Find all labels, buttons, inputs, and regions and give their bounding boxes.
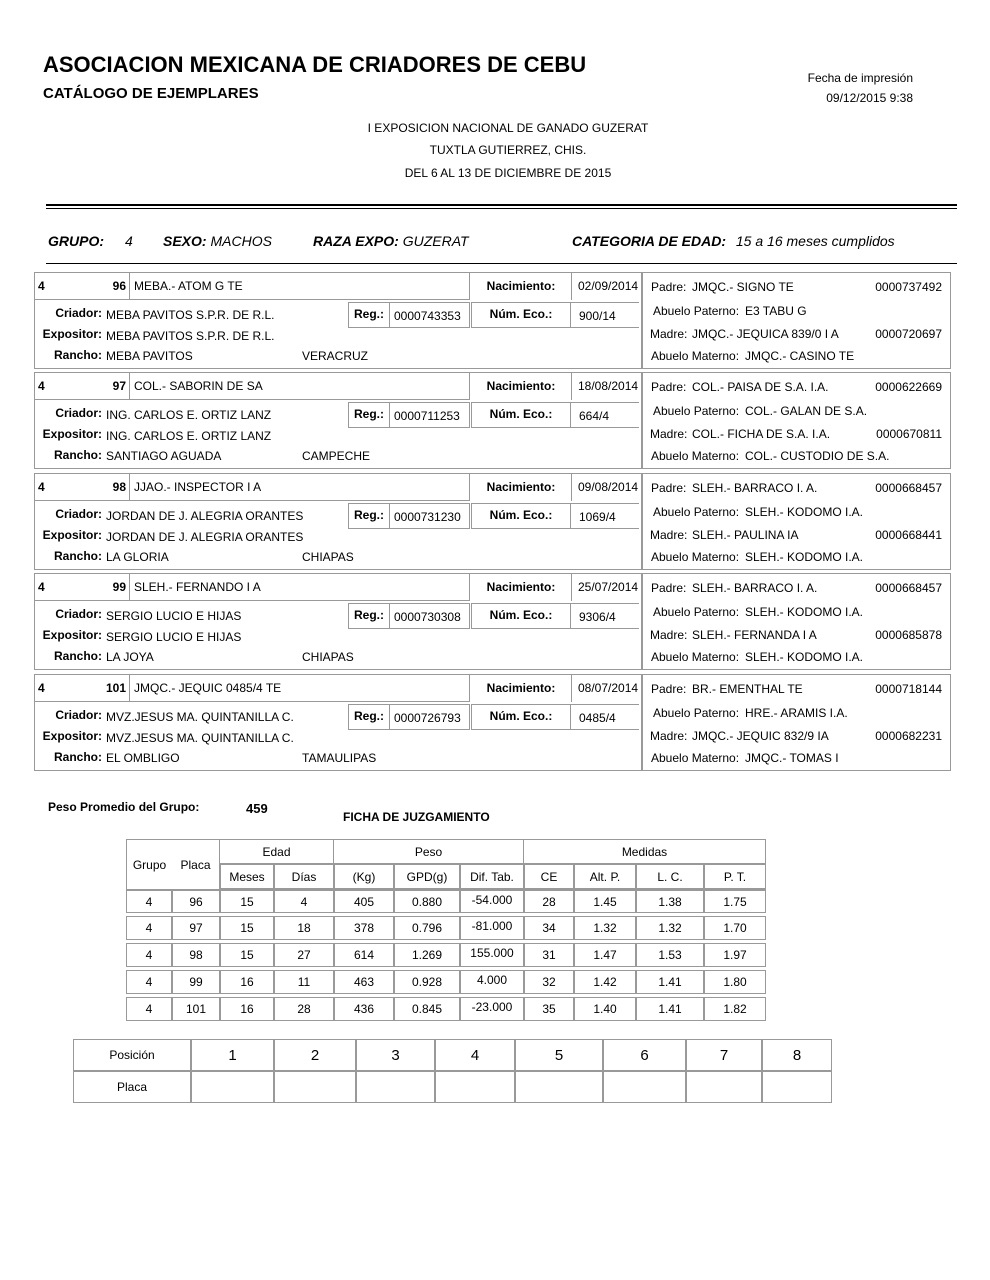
cell-placa: 96: [172, 889, 220, 913]
cell-grupo: 4: [126, 943, 172, 967]
print-date-label: Fecha de impresión: [807, 71, 913, 85]
average-weight-label: Peso Promedio del Grupo:: [48, 800, 200, 814]
eco-value: 1069/4: [571, 503, 639, 529]
ranch-value: EL OMBLIGO: [106, 751, 180, 765]
event-dates: DEL 6 AL 13 DE DICIEMBRE DE 2015: [404, 166, 612, 180]
cell-dias: 11: [274, 970, 334, 994]
exhibitor-value: MVZ.JESUS MA. QUINTANILLA C.: [106, 731, 294, 745]
cell-gpd: 1.269: [394, 943, 460, 967]
cell-dias: 28: [274, 997, 334, 1021]
ranch-value: SANTIAGO AGUADA: [106, 449, 222, 463]
breed-value: GUZERAT: [402, 233, 469, 249]
reg-label: Reg.:: [348, 704, 390, 730]
eco-label: Núm. Eco.:: [471, 402, 571, 428]
animal-name: JMQC.- JEQUIC 0485/4 TE: [130, 674, 470, 702]
cell-pt: 1.70: [704, 916, 766, 940]
event-name: I EXPOSICION NACIONAL DE GANADO GUZERAT: [367, 121, 649, 135]
group-divider: [46, 263, 957, 264]
plate-entry-cell[interactable]: [515, 1071, 603, 1103]
reg-value: 0000726793: [390, 704, 470, 730]
table-row: [126, 943, 766, 967]
ranch-label: Rancho:: [54, 348, 102, 362]
cell-ce: 32: [524, 970, 574, 994]
cell-peso-kg: 378: [334, 916, 394, 940]
sire-reg: 0000668457: [875, 581, 942, 595]
cell-grupo: 4: [126, 997, 172, 1021]
sire-label: Padre:: [651, 380, 687, 394]
ranch-value: LA GLORIA: [106, 550, 169, 564]
dam-name: COL.- FICHA DE S.A. I.A.: [692, 427, 831, 441]
plate-entry-cell[interactable]: [762, 1071, 832, 1103]
animal-card: [34, 272, 951, 369]
cell-pt: 1.75: [704, 889, 766, 913]
plate-entry-cell[interactable]: [435, 1071, 515, 1103]
reg-label: Reg.:: [348, 402, 390, 428]
group-field: [48, 233, 104, 249]
exhibitor-label: Expositor:: [42, 427, 102, 441]
eco-value: 664/4: [571, 402, 639, 428]
cell-dias: 4: [274, 889, 334, 913]
animal-name: COL.- SABORIN DE SA: [130, 372, 470, 400]
table-row: [126, 970, 766, 994]
exhibitor-value: JORDAN DE J. ALEGRIA ORANTES: [106, 530, 304, 544]
plate-number: 101: [105, 681, 126, 695]
cell-lc: 1.32: [636, 916, 704, 940]
exhibitor-label: Expositor:: [42, 729, 102, 743]
position-number: 6: [603, 1039, 686, 1071]
cell-lc: 1.41: [636, 997, 704, 1021]
animal-card: [34, 674, 951, 771]
cell-placa: 98: [172, 943, 220, 967]
eco-label: Núm. Eco.:: [471, 503, 571, 529]
plate-label: Placa: [73, 1071, 191, 1103]
reg-label: Reg.:: [348, 503, 390, 529]
table-row: [126, 916, 766, 940]
birth-date: 09/08/2014: [571, 473, 639, 501]
cell-dias: 27: [274, 943, 334, 967]
dam-label: Madre:: [650, 427, 688, 441]
cell-grupo: 4: [126, 889, 172, 913]
group-number: 4: [34, 573, 130, 601]
animal-card: [34, 473, 951, 570]
animal-name: JJAO.- INSPECTOR I A: [130, 473, 470, 501]
cell-ce: 31: [524, 943, 574, 967]
paternal-grandsire-name: SLEH.- KODOMO I.A.: [745, 605, 864, 619]
dam-reg: 0000670811: [876, 427, 942, 441]
state-value: TAMAULIPAS: [302, 751, 377, 765]
cell-placa: 97: [172, 916, 220, 940]
sire-label: Padre:: [651, 682, 687, 696]
header-medidas: Medidas: [524, 839, 766, 864]
cell-dif-tab: -81.000: [460, 916, 524, 940]
reg-value: 0000730308: [390, 603, 470, 629]
maternal-grandsire-name: JMQC.- TOMAS I: [745, 751, 839, 765]
breed-field: [313, 233, 469, 249]
ranch-value: MEBA PAVITOS: [106, 349, 193, 363]
plate-number: 98: [112, 480, 126, 494]
breeder-label: Criador:: [55, 607, 102, 621]
cell-alt-p: 1.47: [574, 943, 636, 967]
maternal-grandsire-name: SLEH.- KODOMO I.A.: [745, 550, 864, 564]
table-row: [126, 889, 766, 913]
breeder-value: MEBA PAVITOS S.P.R. DE R.L.: [106, 308, 275, 322]
position-table: [73, 1039, 832, 1103]
event-location: TUXTLA GUTIERREZ, CHIS.: [429, 143, 587, 157]
paternal-grandsire-name: COL.- GALAN DE S.A.: [745, 404, 868, 418]
cell-lc: 1.41: [636, 970, 704, 994]
cell-dias: 18: [274, 916, 334, 940]
header-alt-p: Alt. P.: [574, 864, 636, 889]
cell-ce: 34: [524, 916, 574, 940]
judging-sheet-title: FICHA DE JUZGAMIENTO: [343, 810, 490, 824]
maternal-grandsire-name: JMQC.- CASINO TE: [745, 349, 855, 363]
judging-table: [126, 839, 766, 1021]
plate-number: 96: [112, 279, 126, 293]
paternal-grandsire-label: Abuelo Paterno:: [653, 706, 740, 720]
group-number: 4: [34, 372, 130, 400]
header-dif-tab: Dif. Tab.: [460, 864, 524, 889]
catalog-subtitle: CATÁLOGO DE EJEMPLARES: [43, 85, 259, 102]
group-number: 4: [34, 674, 130, 702]
dam-reg: 0000668441: [875, 528, 942, 542]
dam-label: Madre:: [650, 628, 688, 642]
sire-name: SLEH.- BARRACO I. A.: [692, 481, 818, 495]
birth-label: Nacimiento:: [486, 580, 556, 594]
position-number: 2: [274, 1039, 356, 1071]
eco-value: 0485/4: [571, 704, 639, 730]
cell-gpd: 0.928: [394, 970, 460, 994]
dam-reg: 0000685878: [875, 628, 942, 642]
header-grupo: Grupo: [126, 839, 172, 889]
eco-label: Núm. Eco.:: [471, 603, 571, 629]
animal-card: [34, 573, 951, 670]
birth-date: 08/07/2014: [571, 674, 639, 702]
cell-meses: 16: [220, 997, 274, 1021]
ranch-label: Rancho:: [54, 448, 102, 462]
cell-gpd: 0.880: [394, 889, 460, 913]
print-date-value: 09/12/2015 9:38: [826, 91, 913, 105]
cell-ce: 35: [524, 997, 574, 1021]
plate-entry-cell[interactable]: [191, 1071, 274, 1103]
paternal-grandsire-label: Abuelo Paterno:: [653, 304, 740, 318]
cell-alt-p: 1.32: [574, 916, 636, 940]
paternal-grandsire-name: SLEH.- KODOMO I.A.: [745, 505, 864, 519]
sire-name: BR.- EMENTHAL TE: [692, 682, 803, 696]
dam-name: JMQC.- JEQUIC 832/9 IA: [692, 729, 829, 743]
exhibitor-value: ING. CARLOS E. ORTIZ LANZ: [106, 429, 272, 443]
cell-dif-tab: 4.000: [460, 970, 524, 994]
eco-value: 900/14: [571, 302, 639, 328]
sex-label: SEXO:: [163, 233, 207, 249]
dam-label: Madre:: [650, 327, 688, 341]
birth-date: 25/07/2014: [571, 573, 639, 601]
birth-date: 02/09/2014: [571, 272, 639, 300]
position-number: 5: [515, 1039, 603, 1071]
maternal-grandsire-label: Abuelo Materno:: [651, 751, 740, 765]
average-weight-value: 459: [246, 801, 268, 816]
age-category-label: CATEGORIA DE EDAD:: [572, 233, 726, 249]
header-edad: Edad: [220, 839, 334, 864]
sire-name: JMQC.- SIGNO TE: [692, 280, 794, 294]
cell-pt: 1.82: [704, 997, 766, 1021]
breeder-value: JORDAN DE J. ALEGRIA ORANTES: [106, 509, 304, 523]
eco-label: Núm. Eco.:: [471, 704, 571, 730]
header-dias: Días: [274, 864, 334, 889]
cell-dif-tab: -23.000: [460, 997, 524, 1021]
header-ce: CE: [524, 864, 574, 889]
header-placa: Placa: [172, 839, 220, 889]
sire-reg: 0000718144: [875, 682, 942, 696]
cell-gpd: 0.796: [394, 916, 460, 940]
animal-card: [34, 372, 951, 469]
cell-lc: 1.53: [636, 943, 704, 967]
dam-label: Madre:: [650, 528, 688, 542]
reg-value: 0000743353: [390, 302, 470, 328]
position-number: 7: [686, 1039, 762, 1071]
breeder-label: Criador:: [55, 406, 102, 420]
birth-label: Nacimiento:: [486, 480, 556, 494]
maternal-grandsire-label: Abuelo Materno:: [651, 550, 740, 564]
cell-lc: 1.38: [636, 889, 704, 913]
cell-meses: 15: [220, 943, 274, 967]
paternal-grandsire-label: Abuelo Paterno:: [653, 404, 740, 418]
cell-meses: 15: [220, 889, 274, 913]
cell-alt-p: 1.45: [574, 889, 636, 913]
sire-name: SLEH.- BARRACO I. A.: [692, 581, 818, 595]
sire-label: Padre:: [651, 581, 687, 595]
maternal-grandsire-label: Abuelo Materno:: [651, 650, 740, 664]
cell-alt-p: 1.42: [574, 970, 636, 994]
header-lc: L. C.: [636, 864, 704, 889]
breeder-label: Criador:: [55, 507, 102, 521]
ranch-label: Rancho:: [54, 750, 102, 764]
ranch-label: Rancho:: [54, 549, 102, 563]
sire-name: COL.- PAISA DE S.A. I.A.: [692, 380, 829, 394]
dam-label: Madre:: [650, 729, 688, 743]
group-label: GRUPO:: [48, 233, 104, 249]
maternal-grandsire-label: Abuelo Materno:: [651, 349, 740, 363]
position-number: 3: [356, 1039, 435, 1071]
sire-reg: 0000622669: [875, 380, 942, 394]
sex-value: MACHOS: [210, 233, 272, 249]
dam-name: SLEH.- PAULINA IA: [692, 528, 799, 542]
group-value: 4: [125, 233, 133, 249]
breeder-value: MVZ.JESUS MA. QUINTANILLA C.: [106, 710, 294, 724]
paternal-grandsire-name: E3 TABU G: [745, 304, 807, 318]
plate-entry-cell[interactable]: [356, 1071, 435, 1103]
breeder-value: ING. CARLOS E. ORTIZ LANZ: [106, 408, 272, 422]
reg-label: Reg.:: [348, 302, 390, 328]
cell-peso-kg: 463: [334, 970, 394, 994]
animal-name: MEBA.- ATOM G TE: [130, 272, 470, 300]
maternal-grandsire-name: COL.- CUSTODIO DE S.A.: [745, 449, 890, 463]
position-number: 8: [762, 1039, 832, 1071]
header-peso: Peso: [334, 839, 524, 864]
header-divider-thin: [46, 208, 957, 209]
paternal-grandsire-name: HRE.- ARAMIS I.A.: [745, 706, 848, 720]
cell-grupo: 4: [126, 916, 172, 940]
cell-grupo: 4: [126, 970, 172, 994]
ranch-value: LA JOYA: [106, 650, 154, 664]
paternal-grandsire-label: Abuelo Paterno:: [653, 605, 740, 619]
position-number: 1: [191, 1039, 274, 1071]
dam-name: JMQC.- JEQUICA 839/0 I A: [692, 327, 839, 341]
cell-placa: 101: [172, 997, 220, 1021]
state-value: CAMPECHE: [302, 449, 371, 463]
birth-label: Nacimiento:: [486, 379, 556, 393]
ranch-label: Rancho:: [54, 649, 102, 663]
eco-label: Núm. Eco.:: [471, 302, 571, 328]
cell-peso-kg: 436: [334, 997, 394, 1021]
cell-peso-kg: 405: [334, 889, 394, 913]
state-value: VERACRUZ: [302, 349, 369, 363]
eco-value: 9306/4: [571, 603, 639, 629]
cell-placa: 99: [172, 970, 220, 994]
plate-entry-cell[interactable]: [686, 1071, 762, 1103]
cell-gpd: 0.845: [394, 997, 460, 1021]
age-category-field: [572, 233, 895, 249]
dam-reg: 0000682231: [875, 729, 942, 743]
position-number: 4: [435, 1039, 515, 1071]
breeder-label: Criador:: [55, 708, 102, 722]
breed-label: RAZA EXPO:: [313, 233, 399, 249]
plate-entry-cell[interactable]: [603, 1071, 686, 1103]
sex-field: [163, 233, 272, 249]
sire-reg: 0000668457: [875, 481, 942, 495]
cell-dif-tab: 155.000: [460, 943, 524, 967]
reg-label: Reg.:: [348, 603, 390, 629]
cell-meses: 15: [220, 916, 274, 940]
plate-entry-cell[interactable]: [274, 1071, 356, 1103]
breeder-value: SERGIO LUCIO E HIJAS: [106, 609, 242, 623]
sire-reg: 0000737492: [875, 280, 942, 294]
exhibitor-label: Expositor:: [42, 327, 102, 341]
state-value: CHIAPAS: [302, 650, 354, 664]
birth-label: Nacimiento:: [486, 681, 556, 695]
cell-peso-kg: 614: [334, 943, 394, 967]
header-divider: [46, 204, 957, 206]
sire-label: Padre:: [651, 280, 687, 294]
cell-alt-p: 1.40: [574, 997, 636, 1021]
animal-name: SLEH.- FERNANDO I A: [130, 573, 470, 601]
exhibitor-label: Expositor:: [42, 528, 102, 542]
header-meses: Meses: [220, 864, 274, 889]
paternal-grandsire-label: Abuelo Paterno:: [653, 505, 740, 519]
birth-date: 18/08/2014: [571, 372, 639, 400]
birth-label: Nacimiento:: [486, 279, 556, 293]
association-title: ASOCIACION MEXICANA DE CRIADORES DE CEBU: [43, 52, 587, 77]
cell-pt: 1.80: [704, 970, 766, 994]
exhibitor-label: Expositor:: [42, 628, 102, 642]
dam-name: SLEH.- FERNANDA I A: [692, 628, 817, 642]
header-pt: P. T.: [704, 864, 766, 889]
exhibitor-value: MEBA PAVITOS S.P.R. DE R.L.: [106, 329, 275, 343]
reg-value: 0000711253: [390, 402, 470, 428]
age-category-value: 15 a 16 meses cumplidos: [735, 233, 895, 249]
table-row: [126, 997, 766, 1021]
dam-reg: 0000720697: [875, 327, 942, 341]
cell-dif-tab: -54.000: [460, 889, 524, 913]
cell-meses: 16: [220, 970, 274, 994]
breeder-label: Criador:: [55, 306, 102, 320]
maternal-grandsire-name: SLEH.- KODOMO I.A.: [745, 650, 864, 664]
state-value: CHIAPAS: [302, 550, 354, 564]
maternal-grandsire-label: Abuelo Materno:: [651, 449, 740, 463]
group-number: 4: [34, 473, 130, 501]
reg-value: 0000731230: [390, 503, 470, 529]
header-gpd: GPD(g): [394, 864, 460, 889]
sire-label: Padre:: [651, 481, 687, 495]
cell-ce: 28: [524, 889, 574, 913]
exhibitor-value: SERGIO LUCIO E HIJAS: [106, 630, 242, 644]
group-number: 4: [34, 272, 130, 300]
plate-number: 99: [112, 580, 126, 594]
plate-number: 97: [112, 379, 126, 393]
cell-pt: 1.97: [704, 943, 766, 967]
header-kg: (Kg): [334, 864, 394, 889]
position-label: Posición: [73, 1039, 191, 1071]
